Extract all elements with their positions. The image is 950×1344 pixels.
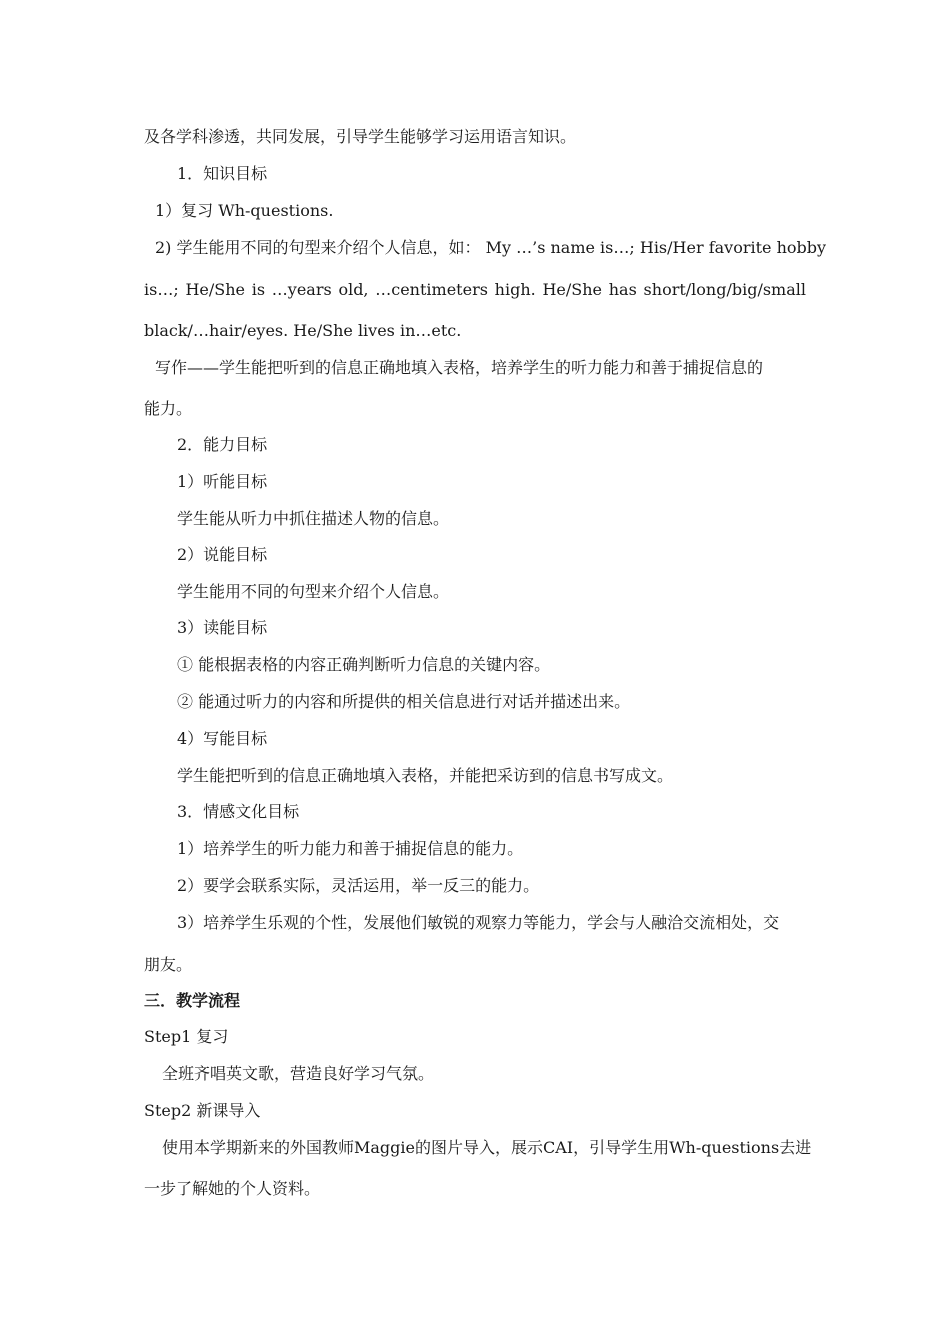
- paragraph-line: 一步了解她的个人资料。: [144, 1179, 321, 1198]
- paragraph-line: 学生能从听力中抓住描述人物的信息。: [177, 509, 450, 528]
- paragraph-line: 及各学科渗透，共同发展，引导学生能够学习运用语言知识。: [144, 127, 577, 146]
- paragraph-line: 朋友。: [144, 955, 193, 974]
- paragraph-line: 全班齐唱英文歌，营造良好学习气氛。: [162, 1064, 435, 1083]
- word: has: [608, 280, 637, 299]
- section-heading-ability-goals: 2．能力目标: [177, 435, 268, 454]
- list-item: 2）说能目标: [177, 545, 268, 564]
- list-item: ① 能根据表格的内容正确判断听力信息的关键内容。: [177, 655, 551, 674]
- list-item: 3）培养学生乐观的个性，发展他们敏锐的观察力等能力，学会与人融洽交流相处，交: [177, 913, 780, 932]
- step-heading: Step1 复习: [144, 1027, 229, 1046]
- word: old,: [338, 280, 369, 299]
- list-item: ② 能通过听力的内容和所提供的相关信息进行对话并描述出来。: [177, 692, 631, 711]
- list-item: 2) 学生能用不同的句型来介绍个人信息，如： My …’s name is…; His/Her favorite hobby: [155, 238, 827, 257]
- list-item: 1）培养学生的听力能力和善于捕捉信息的能力。: [177, 839, 524, 858]
- paragraph-line-justified: [144, 280, 806, 300]
- word: He/She: [185, 280, 245, 299]
- section-heading-teaching-process: 三．教学流程: [144, 991, 241, 1010]
- paragraph-line: 使用本学期新来的外国教师Maggie的图片导入，展示CAI，引导学生用Wh-questions去进: [162, 1138, 812, 1157]
- word: short/long/big/small: [643, 280, 806, 299]
- word: He/She: [542, 280, 603, 299]
- list-item: 4）写能目标: [177, 729, 268, 748]
- paragraph-line: 能力。: [144, 399, 193, 418]
- section-heading-emotional-goals: 3．情感文化目标: [177, 802, 300, 821]
- paragraph-line: black/…hair/eyes. He/She lives in…etc.: [144, 321, 462, 340]
- paragraph-line: 写作——学生能把听到的信息正确地填入表格，培养学生的听力能力和善于捕捉信息的: [155, 358, 764, 377]
- word: …years: [271, 280, 332, 299]
- section-heading-knowledge-goals: 1．知识目标: [177, 164, 268, 183]
- paragraph-line: 学生能用不同的句型来介绍个人信息。: [177, 582, 450, 601]
- list-item: 3）读能目标: [177, 618, 268, 637]
- word: …centimeters: [375, 280, 488, 299]
- paragraph-line: 学生能把听到的信息正确地填入表格，并能把采访到的信息书写成文。: [177, 766, 674, 785]
- list-item: 1）复习 Wh-questions.: [155, 201, 334, 220]
- word: is: [251, 280, 266, 299]
- word: high.: [494, 280, 536, 299]
- word: is…;: [144, 280, 179, 299]
- list-item: 2）要学会联系实际，灵活运用，举一反三的能力。: [177, 876, 540, 895]
- list-item: 1）听能目标: [177, 472, 268, 491]
- step-heading: Step2 新课导入: [144, 1101, 261, 1120]
